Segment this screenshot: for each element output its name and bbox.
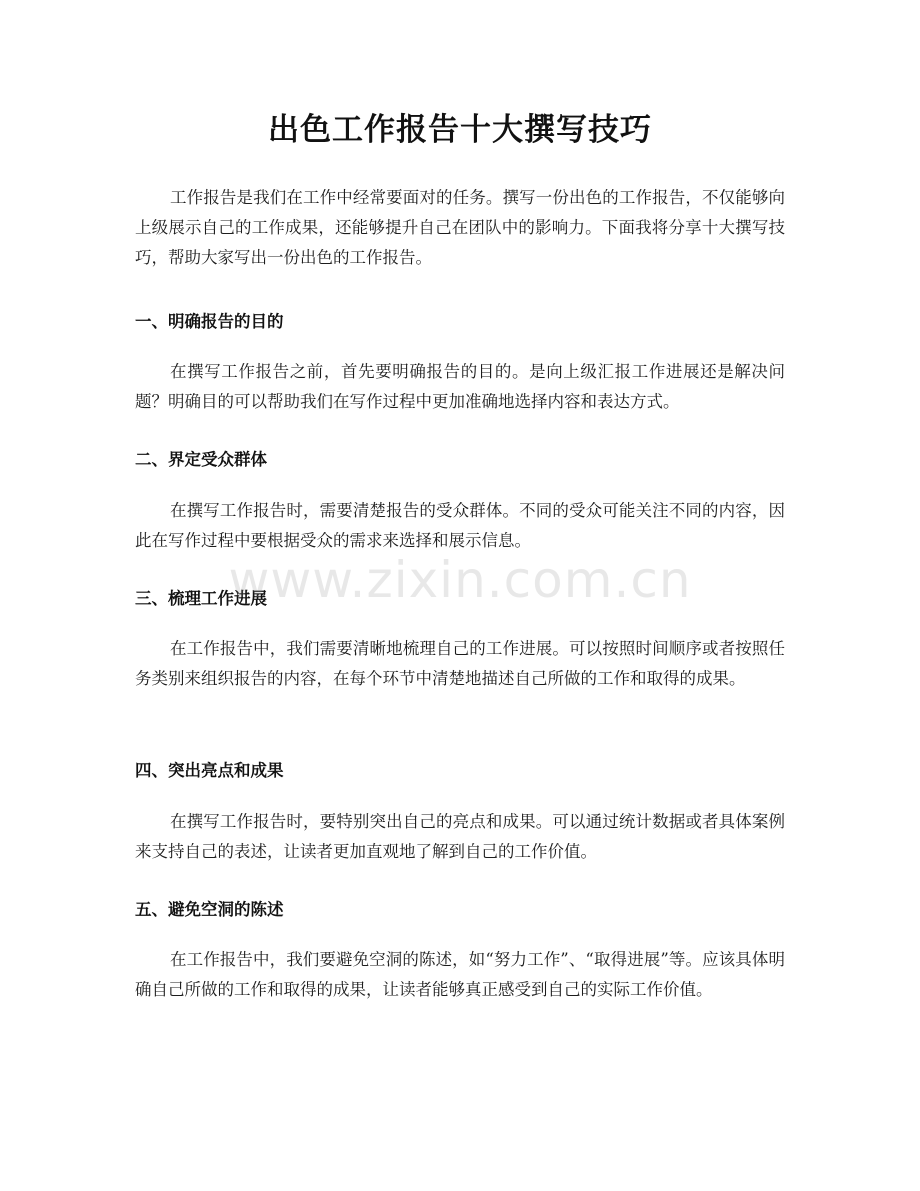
watermark-text: www.zixin.com.cn — [228, 551, 692, 609]
section-heading-4: 四、突出亮点和成果 — [135, 761, 284, 780]
intro-paragraph: 工作报告是我们在工作中经常要面对的任务。撰写一份出色的工作报告，不仅能够向上级展示自己的工作成果，还能够提升自己在团队中的影响力。下面我将分享十大撰写技巧，帮助大家写出一份出色的工作报告。 — [135, 188, 785, 267]
section-body-2: 在撰写工作报告时，需要清楚报告的受众群体。不同的受众可能关注不同的内容，因此在写作过程中要根据受众的需求来选择和展示信息。 — [135, 501, 785, 550]
section-body-1: 在撰写工作报告之前，首先要明确报告的目的。是向上级汇报工作进展还是解决问题？明确目的可以帮助我们在写作过程中更加准确地选择内容和表达方式。 — [135, 362, 785, 411]
section-heading-1: 一、明确报告的目的 — [135, 312, 284, 331]
section-heading-2: 二、界定受众群体 — [135, 450, 267, 469]
section-heading-5: 五、避免空洞的陈述 — [135, 900, 284, 919]
section-body-5: 在工作报告中，我们要避免空洞的陈述，如“努力工作”、“取得进展”等。应该具体明确自己所做的工作和取得的成果，让读者能够真正感受到自己的实际工作价值。 — [135, 950, 785, 999]
section-heading-3: 三、梳理工作进展 — [135, 589, 267, 608]
document-title: 出色工作报告十大撰写技巧 — [268, 112, 652, 148]
section-body-3: 在工作报告中，我们需要清晰地梳理自己的工作进展。可以按照时间顺序或者按照任务类别来组织报告的内容，在每个环节中清楚地描述自己所做的工作和取得的成果。 — [135, 639, 785, 688]
section-body-4: 在撰写工作报告时，要特别突出自己的亮点和成果。可以通过统计数据或者具体案例来支持自己的表述，让读者更加直观地了解到自己的工作价值。 — [135, 812, 785, 861]
